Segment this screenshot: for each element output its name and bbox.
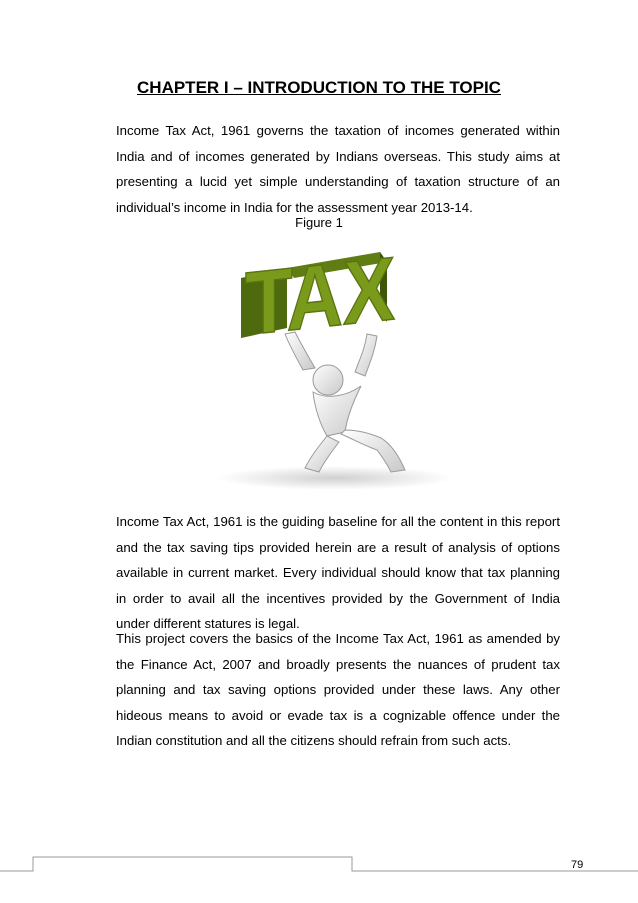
chapter-title: CHAPTER I – INTRODUCTION TO THE TOPIC: [137, 78, 501, 97]
tax-burden-figure: [215, 250, 460, 490]
stick-person: [285, 332, 405, 472]
tax-word: TAX: [245, 250, 419, 355]
page-number: 79: [571, 859, 584, 871]
person-lifting-tax-illustration-icon: [215, 250, 460, 490]
baseline-paragraph: Income Tax Act, 1961 is the guiding baseline for all the content in this report and the tax saving tips provided herein are a result of analysis of options available in current market. Every individual should know that tax planning in order to avail all the incentives provided by the Government of India under different statures is legal.: [116, 514, 560, 631]
scope-paragraph: This project covers the basics of the Income Tax Act, 1961 as amended by the Finance Act, 2007 and broadly presents the nuances of prudent tax planning and tax saving options provided under these laws. Any other hideous means to avoid or evade tax is a cognizable offence under the Indian constitution and all the citizens should refrain from such acts.: [116, 631, 560, 748]
intro-paragraph: Income Tax Act, 1961 governs the taxation of incomes generated within India and of incomes generated by Indians overseas. This study aims at presenting a lucid yet simple understanding of taxation structure of an individual’s income in India for the assessment year 2013-14.: [116, 123, 560, 215]
figure-caption: Figure 1: [295, 215, 343, 230]
